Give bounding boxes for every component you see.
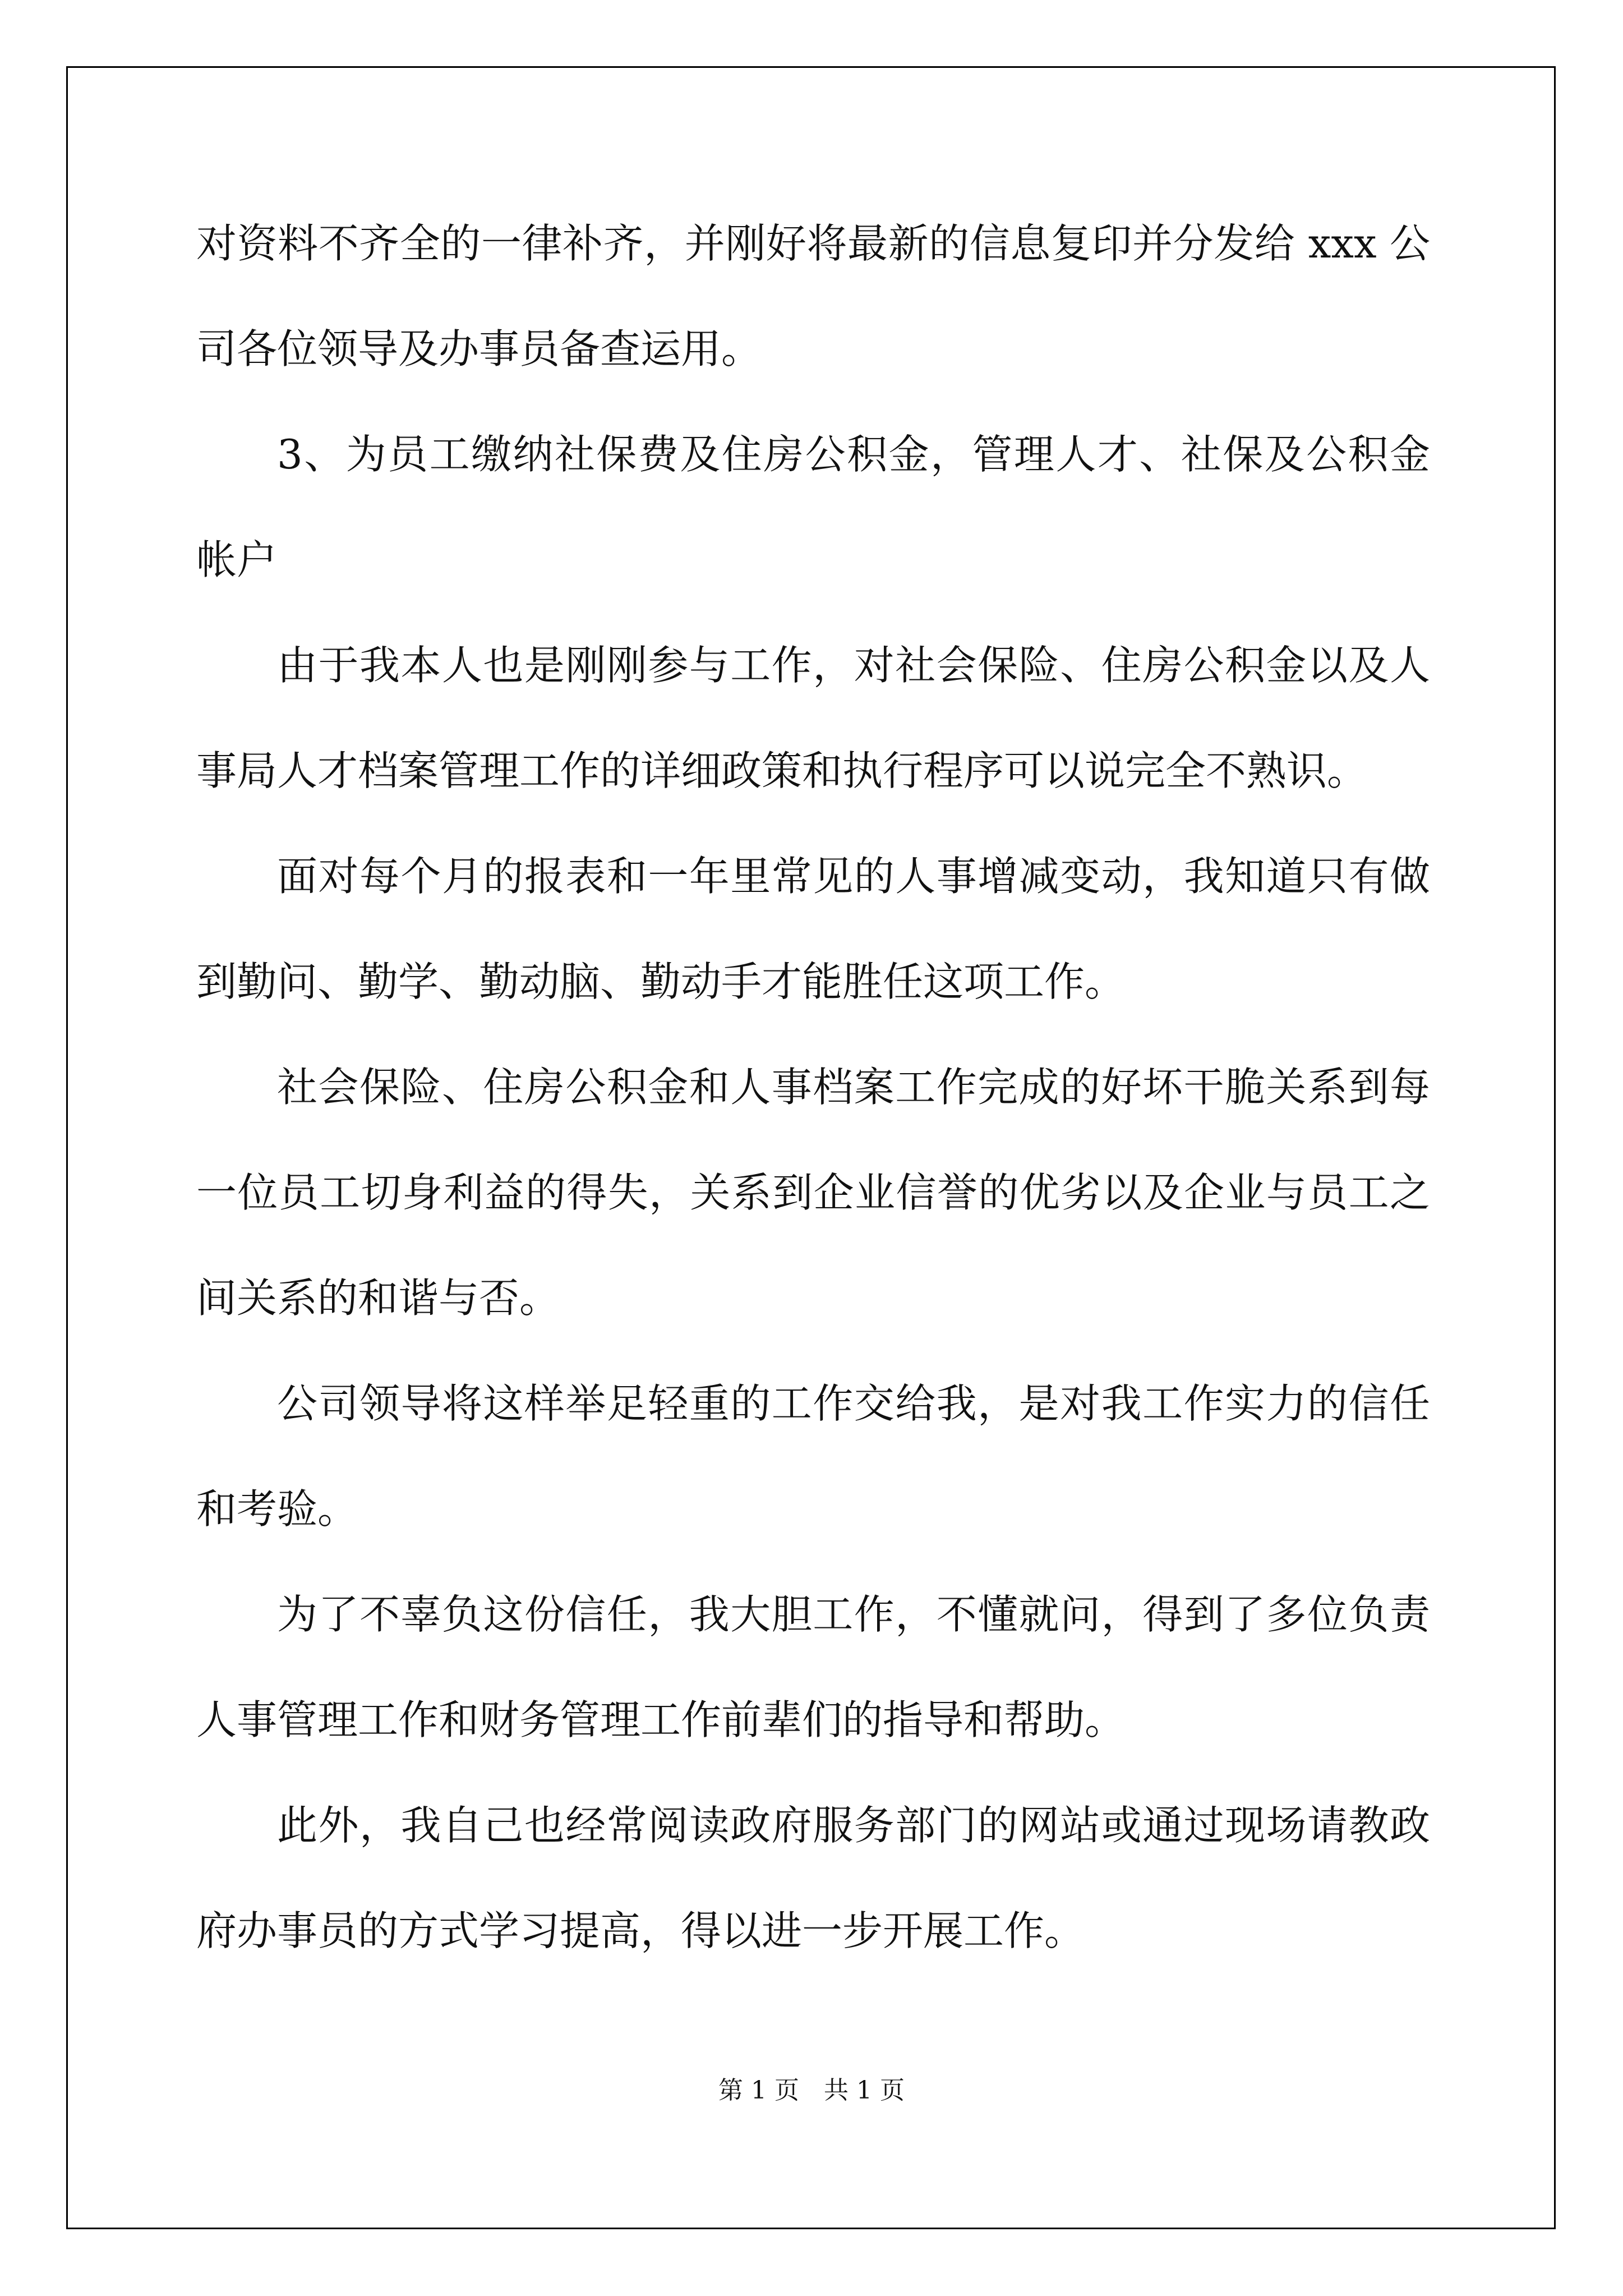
paragraph: 为了不辜负这份信任，我大胆工作，不懂就问，得到了多位负责人事管理工作和财务管理工作前辈们的指导和帮助。 <box>196 1591 1430 1743</box>
page-footer: 第 1 页 共 1 页 <box>718 2076 905 2105</box>
paragraph: 此外，我自己也经常阅读政府服务部门的网站或通过现场请教政府办事员的方式学习提高，得以进一步开展工作。 <box>196 1802 1430 1954</box>
paragraph: 社会保险、住房公积金和人事档案工作完成的好坏干脆关系到每一位员工切身利益的得失，关系到企业信誉的优劣以及企业与员工之间关系的和谐与否。 <box>196 1064 1430 1322</box>
paragraph: 公司领导将这样举足轻重的工作交给我，是对我工作实力的信任和考验。 <box>196 1380 1430 1533</box>
document-body <box>196 191 1430 1984</box>
paragraph: 由于我本人也是刚刚参与工作，对社会保险、住房公积金以及人事局人才档案管理工作的详细政策和执行程序可以说完全不熟识。 <box>196 642 1430 794</box>
paragraph: 3、为员工缴纳社保费及住房公积金，管理人才、社保及公积金帐户 <box>196 431 1430 583</box>
paragraph: 面对每个月的报表和一年里常见的人事增减变动，我知道只有做到勤问、勤学、勤动脑、勤动手才能胜任这项工作。 <box>196 853 1430 1005</box>
paragraph: 对资料不齐全的一律补齐，并刚好将最新的信息复印并分发给 xxx 公司各位领导及办事员备查运用。 <box>196 220 1430 372</box>
